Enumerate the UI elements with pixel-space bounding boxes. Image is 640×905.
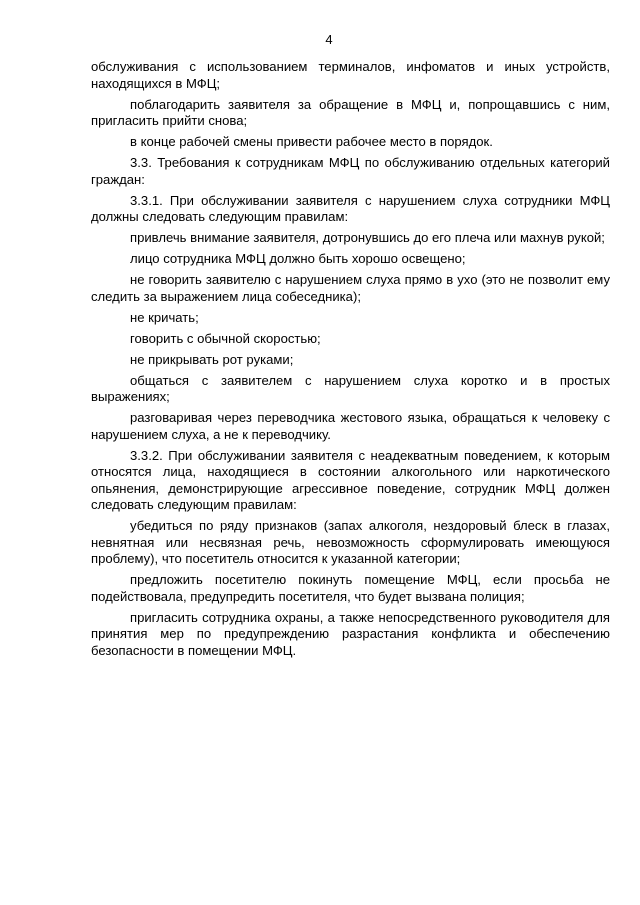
rule-no-shouting: не кричать;: [130, 309, 199, 325]
document-body: [91, 59, 610, 664]
rule-call-security: пригласить сотрудника охраны, а также непосредственного руководителя для принятия мер по предупреждению разрастания конфликта и обеспечению безопасности в помещении МФЦ.: [91, 609, 610, 658]
paragraph-thank-applicant: поблагодарить заявителя за обращение в МФЦ и, попрощавшись с ним, пригласить прийти снова;: [91, 96, 610, 128]
rule-not-into-ear: не говорить заявителю с нарушением слуха прямо в ухо (это не позволит ему следить за выражением лица собеседника);: [91, 272, 610, 304]
rule-ask-to-leave: предложить посетителю покинуть помещение МФЦ, если просьба не подействовала, предупредить посетителя, что будет вызвана полиция;: [91, 572, 610, 604]
subsection-3-3-1: 3.3.1. При обслуживании заявителя с нарушением слуха сотрудники МФЦ должны следовать следующим правилам:: [91, 192, 610, 224]
paragraph-end-of-shift: в конце рабочей смены привести рабочее место в порядок.: [130, 134, 493, 149]
rule-identify-category: убедиться по ряду признаков (запах алкоголя, нездоровый блеск в глазах, невнятная или несвязная речь, невозможность сформулировать имеющуюся проблему), что посетитель относится к указанной категории;: [91, 518, 610, 566]
rule-face-lit: лицо сотрудника МФЦ должно быть хорошо освещено;: [130, 251, 466, 266]
paragraph-continuation: обслуживания с использованием терминалов, инфоматов и иных устройств, находящихся в МФЦ;: [91, 59, 610, 91]
rule-no-covering-mouth: не прикрывать рот руками;: [130, 351, 294, 367]
rule-via-interpreter: разговаривая через переводчика жестового языка, обращаться к человеку с нарушением слуха, а не к переводчику.: [91, 410, 610, 442]
rule-normal-speed: говорить с обычной скоростью;: [130, 330, 321, 346]
rule-attract-attention: привлечь внимание заявителя, дотронувшись до его плеча или махнув рукой;: [130, 230, 605, 245]
page-number: 4: [325, 32, 333, 47]
rule-short-simple: общаться с заявителем с нарушением слуха коротко и в простых выражениях;: [91, 372, 610, 404]
subsection-3-3-2: 3.3.2. При обслуживании заявителя с неадекватным поведением, к которым относятся лица, находящиеся в состоянии алкогольного или наркотического опьянения, демонстрирующие агрессивное поведение, сотрудник МФЦ должен следовать следующим правилам:: [91, 447, 610, 512]
section-heading-3-3: 3.3. Требования к сотрудникам МФЦ по обслуживанию отдельных категорий граждан:: [91, 155, 610, 187]
